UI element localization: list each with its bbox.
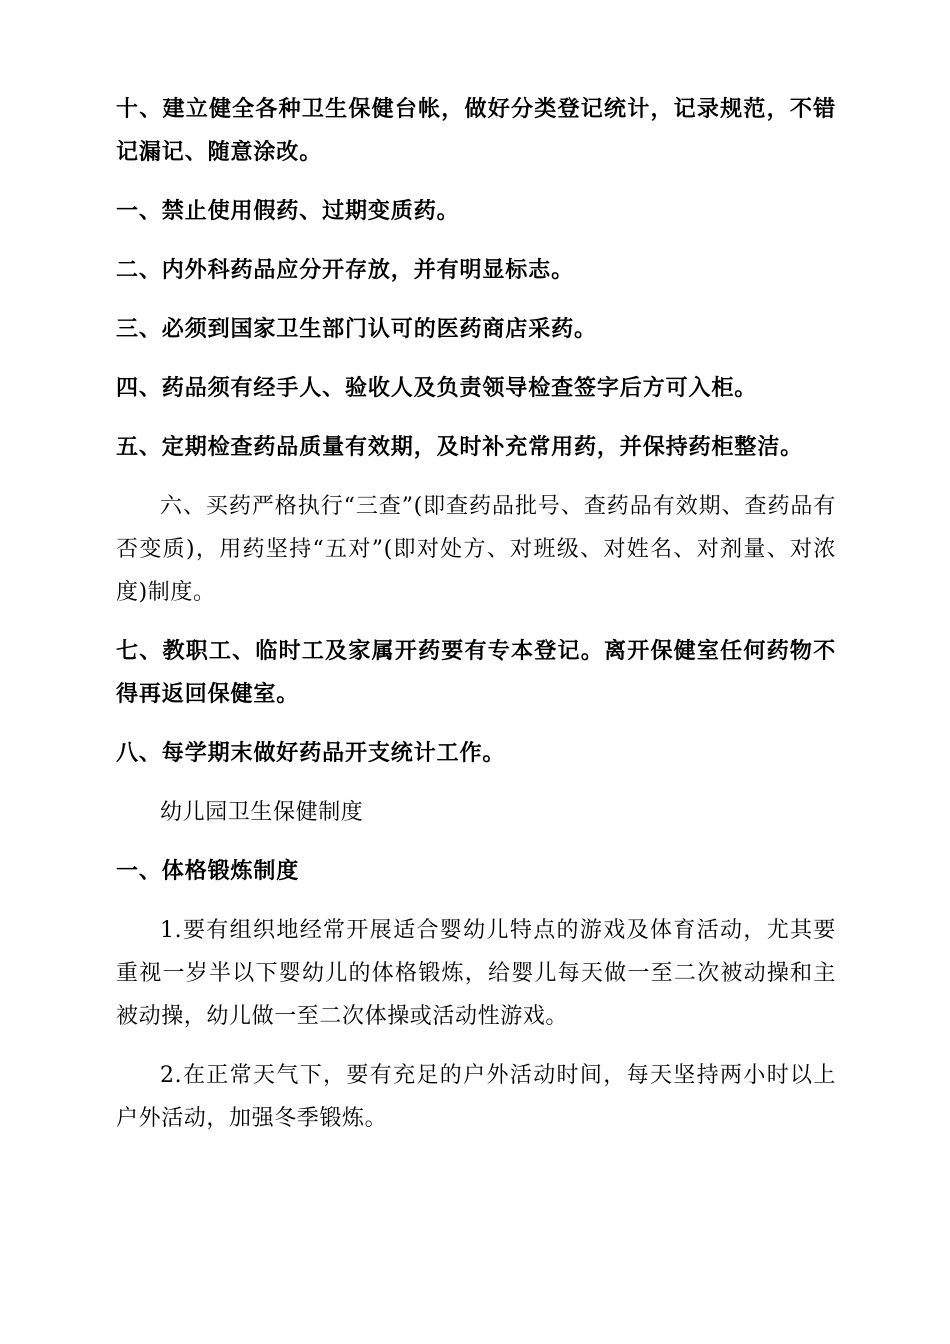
paragraph-item-8: 八、每学期末做好药品开支统计工作。	[116, 741, 506, 766]
document-body	[116, 88, 836, 1140]
paragraph-item-2: 二、内外科药品应分开存放，并有明显标志。	[116, 258, 575, 283]
section-title: 幼儿园卫生保健制度	[160, 800, 364, 825]
paragraph-item-3: 三、必须到国家卫生部门认可的医药商店采药。	[116, 317, 597, 342]
section-heading: 一、体格锻炼制度	[116, 859, 300, 884]
numbered-item-1: 1.要有组织地经常开展适合婴幼儿特点的游戏及体育活动，尤其要重视一岁半以下婴幼儿的体格锻炼，给婴儿每天做一至二次被动操和主被动操，幼儿做一至二次体操或活动性游戏。	[116, 918, 836, 1029]
paragraph-item-1: 一、禁止使用假药、过期变质药。	[116, 199, 460, 224]
paragraph-item-4: 四、药品须有经手人、验收人及负责领导检查签字后方可入柜。	[116, 376, 758, 401]
paragraph-item-7: 七、教职工、临时工及家属开药要有专本登记。离开保健室任何药物不得再返回保健室。	[116, 639, 836, 707]
paragraph-item-10: 十、建立健全各种卫生保健台帐，做好分类登记统计，记录规范，不错记漏记、随意涂改。	[116, 97, 836, 165]
paragraph-item-5: 五、定期检查药品质量有效期，及时补充常用药，并保持药柜整洁。	[116, 435, 804, 460]
numbered-item-2: 2.在正常天气下，要有充足的户外活动时间，每天坚持两小时以上户外活动，加强冬季锻炼。	[116, 1063, 836, 1131]
paragraph-item-6: 六、买药严格执行“三查”(即查药品批号、查药品有效期、查药品有否变质)，用药坚持“五对”(即对处方、对班级、对姓名、对剂量、对浓度)制度。	[116, 494, 836, 605]
